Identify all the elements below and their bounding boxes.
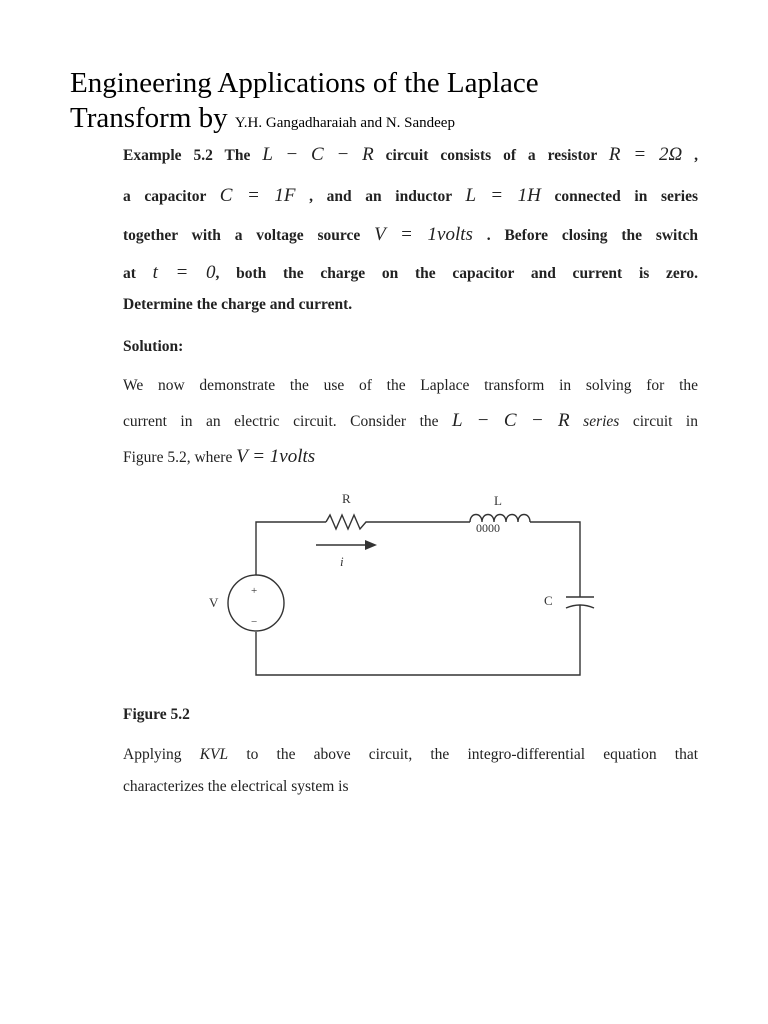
example-line-2-text-c: , and an inductor — [309, 188, 452, 205]
title-line-2 — [70, 101, 750, 141]
example-line-4 — [123, 262, 698, 284]
label-minus: − — [251, 616, 258, 628]
label-c: C — [544, 593, 553, 608]
example-line-5: Determine the charge and current. — [123, 296, 353, 313]
capacitor-plate-bottom — [566, 605, 594, 608]
inductor-symbol — [470, 515, 530, 523]
math-time: t = 0 — [152, 262, 216, 283]
example-line-2-text-a: a capacitor — [123, 188, 207, 205]
solution-line-2-text-d: circuit in — [632, 413, 698, 430]
resistor-symbol — [326, 515, 470, 529]
kvl-line-1-text-c: to the above circuit, the integro-differential equation that — [246, 746, 699, 763]
label-plus: + — [251, 585, 258, 597]
example-label: Example 5.2 — [123, 147, 213, 164]
authors: Y.H. Gangadharaiah and N. Sandeep — [234, 115, 455, 131]
math-lcr: L − C − R — [262, 144, 374, 165]
solution-line-2-text-a: current in an electric circuit. Consider the — [123, 413, 439, 430]
math-resistance: R = 2Ω — [608, 144, 683, 165]
kvl-line-1-text-a: Applying — [123, 746, 182, 763]
kvl-term: KVL — [199, 746, 229, 763]
example-line-1-text-c: circuit consists of a resistor — [385, 147, 597, 164]
math-inductance: L = 1H — [465, 185, 541, 206]
document-title — [70, 66, 750, 141]
example-line-2-text-e: connected in series — [554, 188, 698, 205]
wire-top-left — [256, 522, 326, 575]
math-voltage-2: V = 1volts — [236, 446, 316, 467]
label-v: V — [209, 595, 219, 610]
wire-top-right — [530, 522, 580, 597]
math-voltage: V = 1volts — [374, 224, 473, 245]
label-coil: 0000 — [476, 521, 500, 535]
label-i: i — [340, 554, 344, 569]
solution-line-3 — [123, 446, 698, 468]
example-line-3-text-a: together with a voltage source — [123, 227, 361, 244]
example-line-1 — [123, 144, 698, 166]
title-line-1: Engineering Applications of the Laplace — [70, 67, 539, 99]
label-l: L — [494, 493, 502, 508]
solution-heading: Solution: — [123, 338, 184, 355]
solution-line-3-text-a: Figure 5.2, where — [123, 449, 233, 466]
label-r: R — [342, 491, 351, 506]
current-arrow-head — [365, 540, 377, 550]
math-capacitance: C = 1F — [219, 185, 296, 206]
math-lcr-2: L − C − R — [452, 410, 570, 431]
figure-caption: Figure 5.2 — [123, 706, 190, 723]
example-line-4-text-a: at — [123, 265, 136, 282]
solution-line-2 — [123, 410, 698, 432]
example-line-1-comma: , — [694, 147, 699, 164]
wire-right-bottom — [256, 605, 580, 675]
example-line-2 — [123, 185, 698, 207]
title-line-2-text: Transform by — [70, 102, 228, 134]
example-line-1-text-a: The — [224, 147, 251, 164]
example-line-4-text-c: , both the charge on the capacitor and current is zero. — [215, 265, 698, 282]
example-line-3 — [123, 224, 698, 246]
example-line-3-text-c: . Before closing the switch — [486, 227, 699, 244]
kvl-line-2: characterizes the electrical system is — [123, 778, 349, 795]
solution-line-1: We now demonstrate the use of the Laplace transform in solving for the — [123, 377, 698, 394]
series-word: series — [583, 413, 620, 430]
voltage-source — [228, 575, 284, 631]
kvl-line-1 — [123, 746, 698, 764]
